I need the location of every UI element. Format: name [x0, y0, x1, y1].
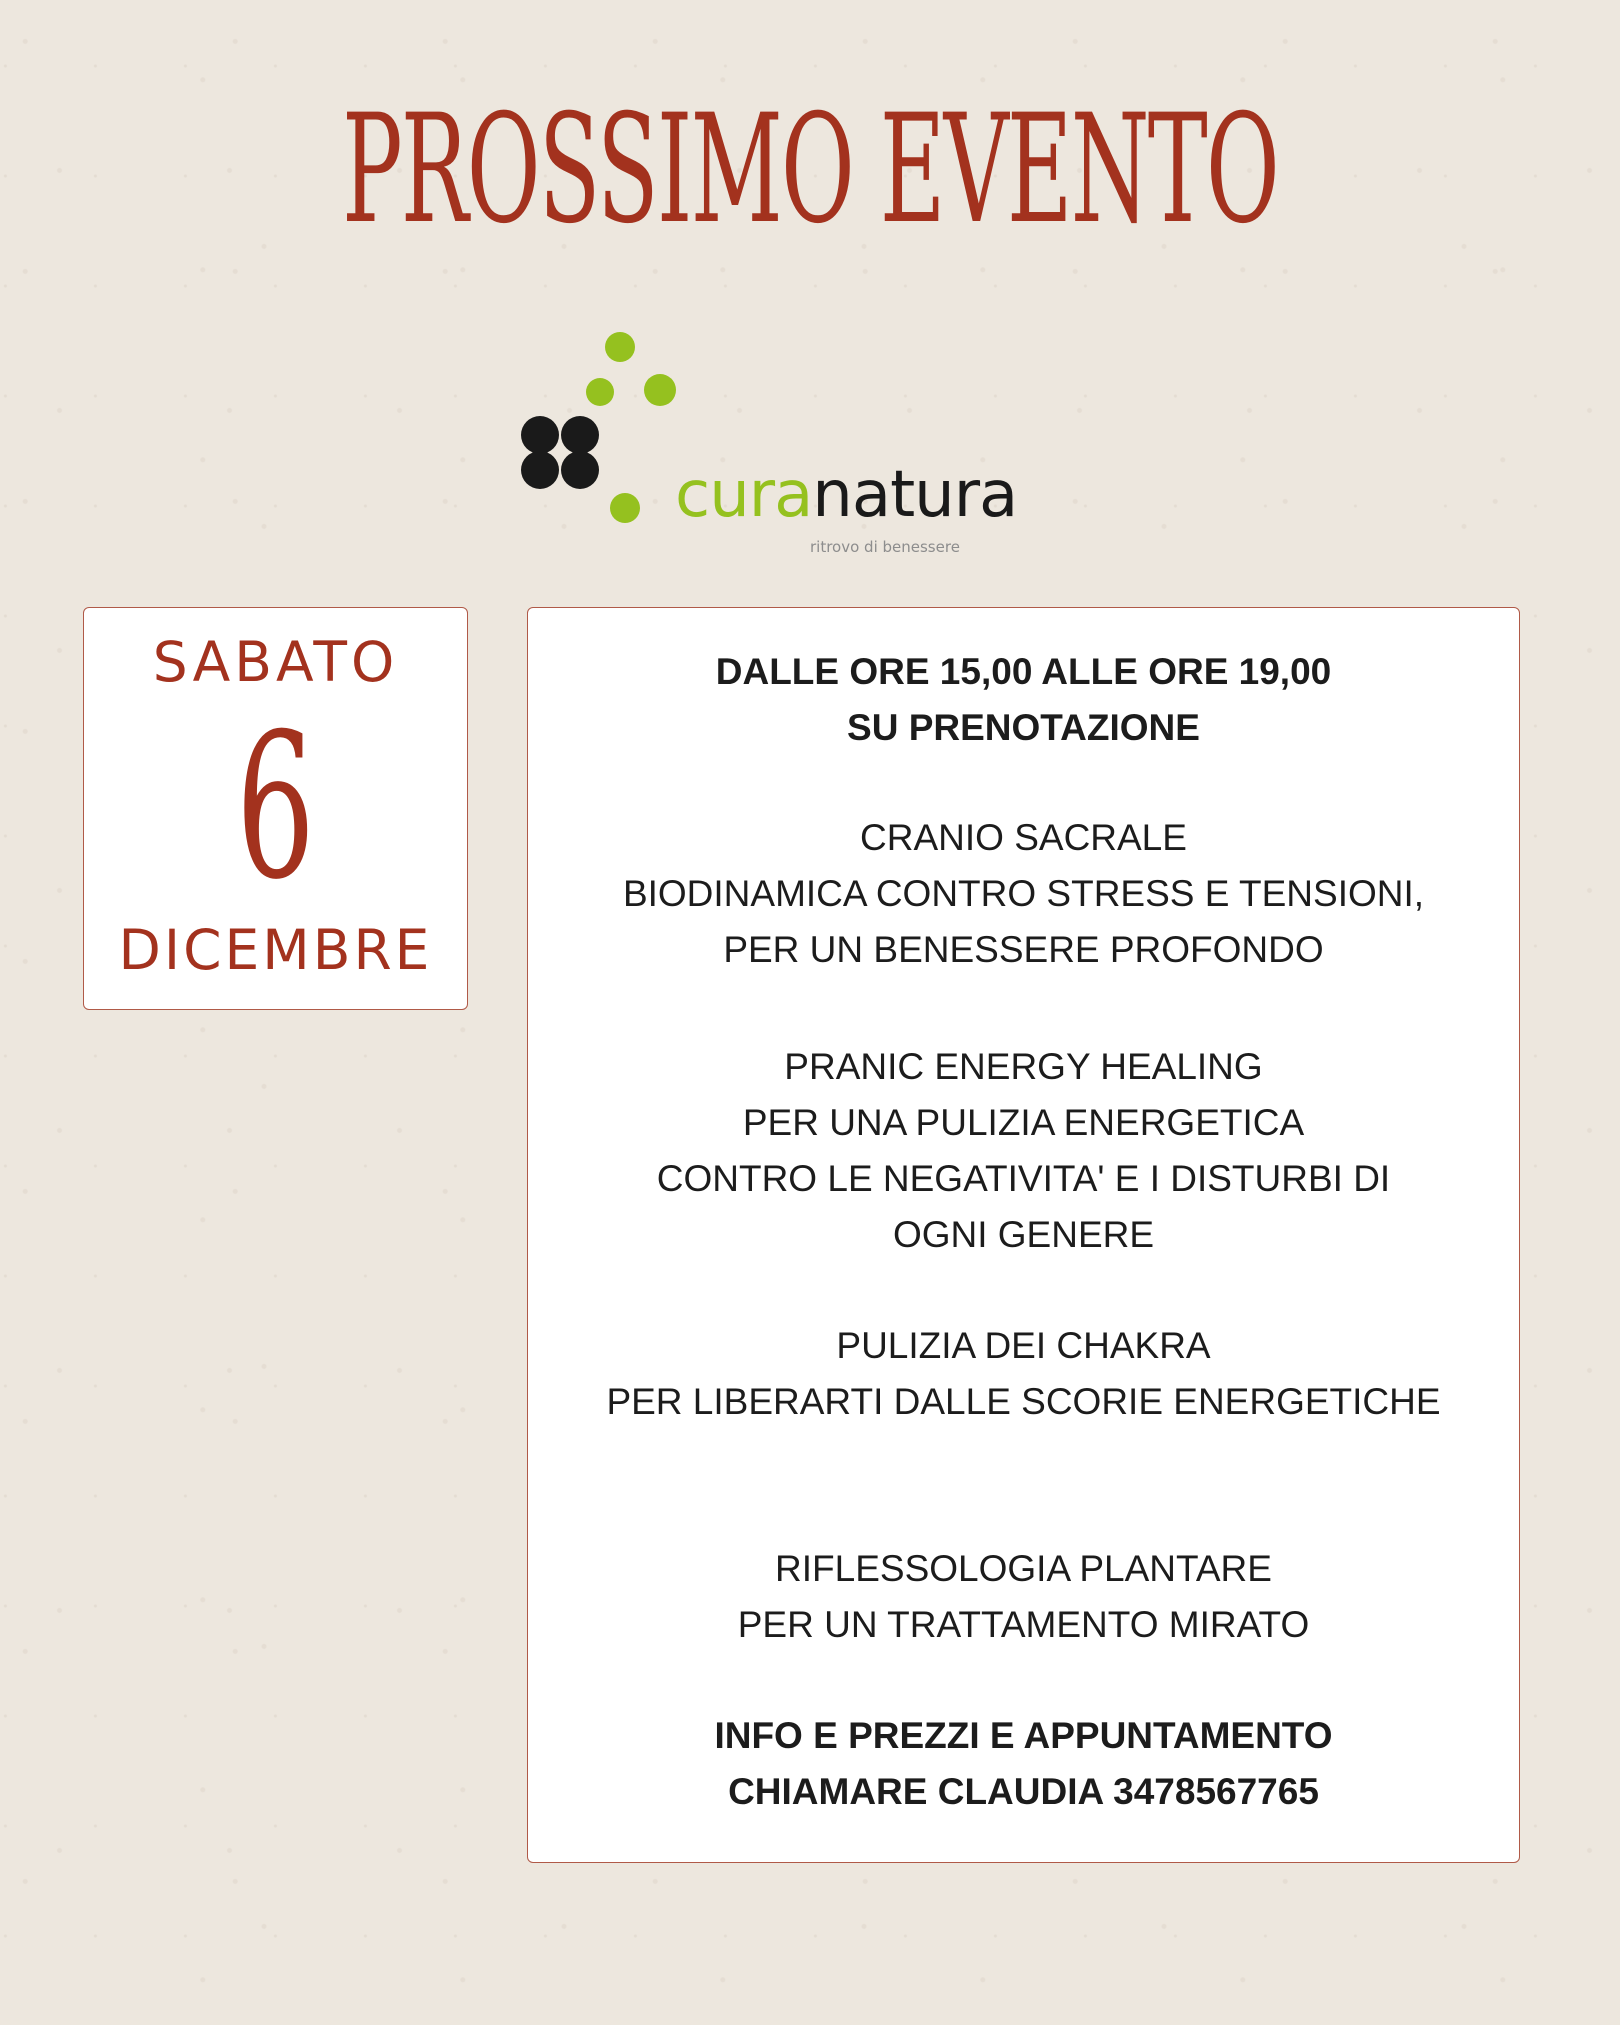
logo-word-cura: cura	[675, 458, 813, 532]
treatment-2-title: PRANIC ENERGY HEALING	[784, 1046, 1263, 1087]
treatment-2-desc: OGNI GENERE	[892, 1214, 1155, 1255]
treatment-2-desc: CONTRO LE NEGATIVITA' E I DISTURBI DI	[656, 1158, 1391, 1199]
treatment-2-desc: PER UNA PULIZIA ENERGETICA	[742, 1102, 1305, 1143]
event-date-card	[83, 607, 468, 1010]
treatment-1-desc: BIODINAMICA CONTRO STRESS E TENSIONI,	[622, 873, 1425, 914]
schedule-hours: DALLE ORE 15,00 ALLE ORE 19,00	[715, 651, 1332, 692]
treatment-3-title: PULIZIA DEI CHAKRA	[836, 1325, 1211, 1366]
treatment-1-desc: PER UN BENESSERE PROFONDO	[723, 929, 1324, 970]
page-title: PROSSIMO EVENTO	[342, 83, 1278, 257]
event-month: DICEMBRE	[118, 918, 433, 982]
schedule-booking: SU PRENOTAZIONE	[847, 707, 1200, 748]
treatment-3-desc: PER LIBERARTI DALLE SCORIE ENERGETICHE	[606, 1381, 1441, 1422]
event-day-name: SABATO	[152, 630, 399, 694]
event-details-card	[527, 607, 1520, 1863]
logo-word-natura: natura	[812, 458, 1018, 532]
event-day-number: 6	[236, 691, 315, 924]
logo-mark-icon	[520, 330, 1040, 570]
logo-tagline: ritrovo di benessere	[810, 538, 960, 556]
treatment-4-desc: PER UN TRATTAMENTO MIRATO	[737, 1604, 1310, 1645]
curanatura-logo	[520, 330, 1040, 570]
treatment-4-title: RIFLESSOLOGIA PLANTARE	[775, 1548, 1272, 1589]
contact-info: INFO E PREZZI E APPUNTAMENTO	[714, 1715, 1333, 1756]
treatment-1-title: CRANIO SACRALE	[860, 817, 1187, 858]
logo-wordmark	[675, 460, 1017, 530]
contact-phone: CHIAMARE CLAUDIA 3478567765	[728, 1771, 1319, 1812]
